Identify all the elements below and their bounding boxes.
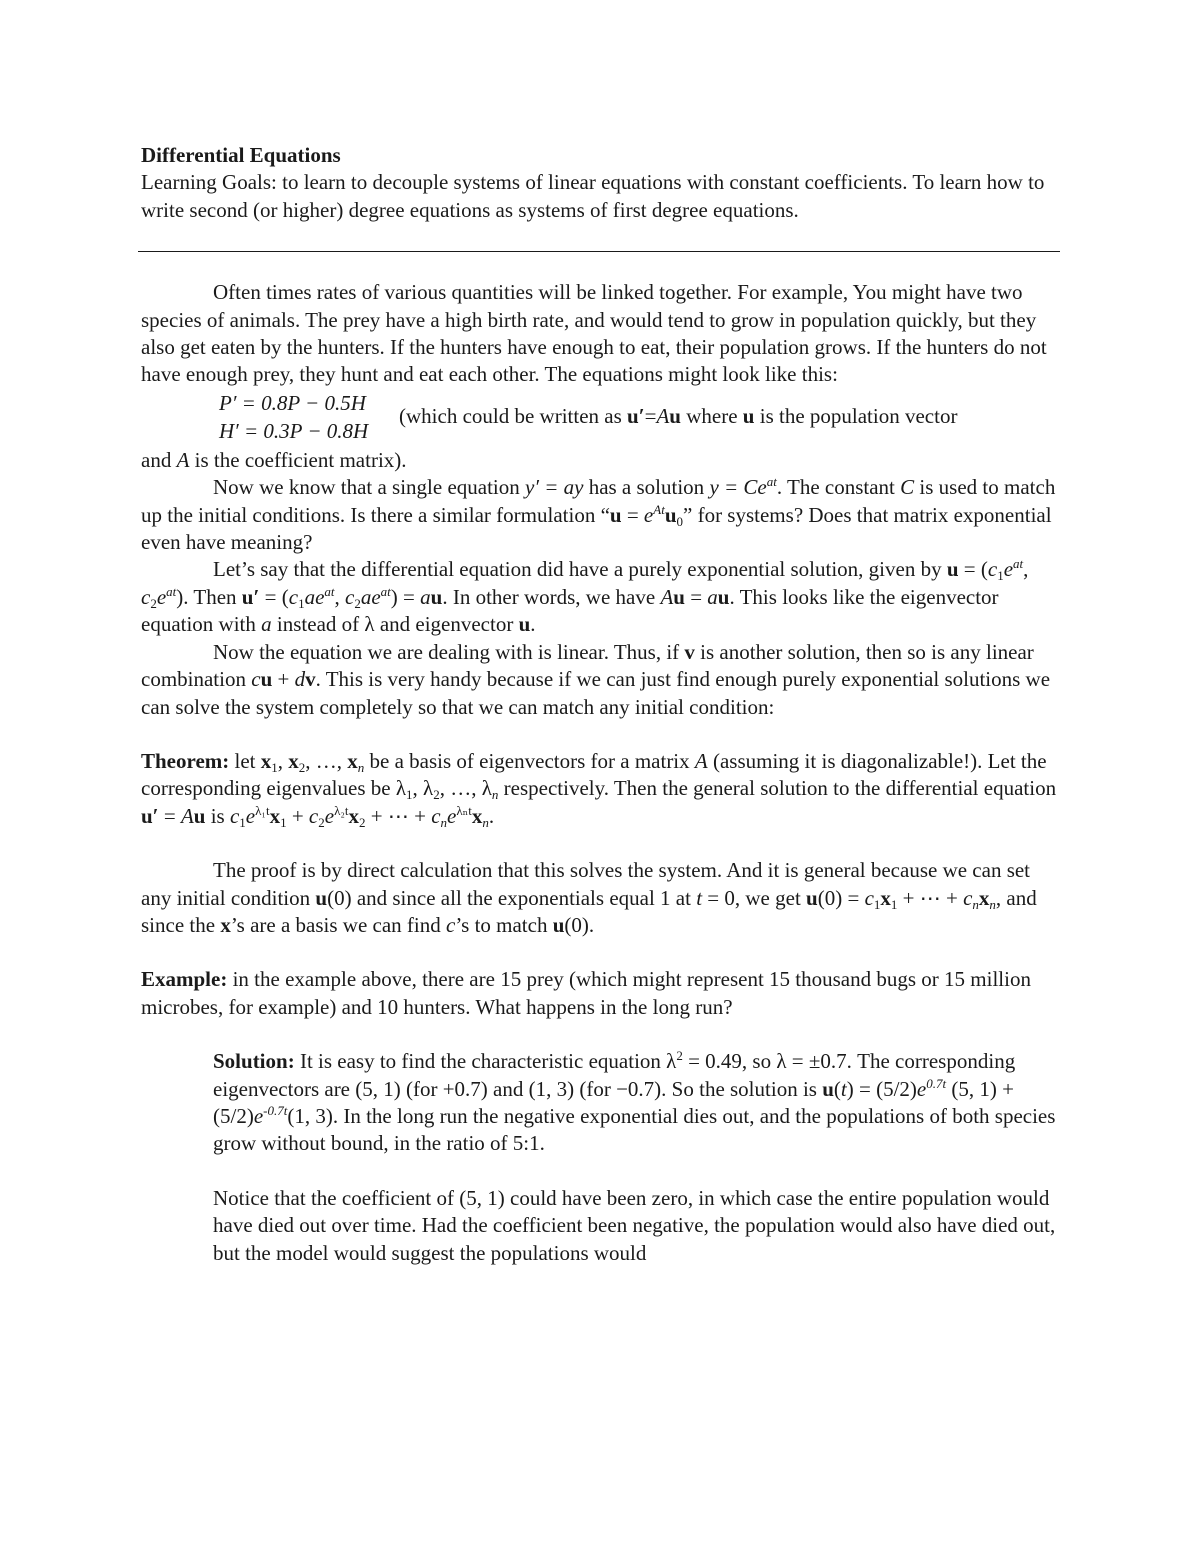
paragraph-exponential-solution: Let’s say that the differential equation did have a purely exponential solution, given by $u = (c_1e^{at}$, $c_2e^{at}$). Then $u' = (c_1ae^{at}$, $c_2ae^{at}$) = au. In other words, we have Au = au. This looks like the eigenvector equation with a instead of λ and eigenvector u. — [141, 556, 1029, 637]
theorem-paragraph: Theorem: let $x_1$, $x_2$, …, $x_n$ be a basis of eigenvectors for a matrix A (assuming it is diagonalizable!). Let the corresponding eigenvalues be $\lambda_1$, $\lambda_2$, …, $\lambda_n$ respectively. Then the general solution to the differential equation u′ = Au is $c_1e^{\lambda_1t}x_1 + c_2e^{\lambda_2t}x_2$ + ⋯ + $c_ne^{\lambda_nt}x_n$. — [141, 748, 1057, 830]
proof-paragraph: The proof is by direct calculation that this solves the system. And it is general because we can set any initial condition u(0) and since all the exponentials equal 1 at t = 0, we get $u(0) = c_1x_1$ + ⋯ + $c_nx_n$, and since the x’s are a basis we can find c’s to match u(0). — [141, 858, 1037, 937]
equation-hunters: H′ = 0.3P − 0.8H — [219, 418, 369, 443]
example-label: Example: — [141, 967, 228, 992]
intro-paragraph: Often times rates of various quantities will be linked together. For example, You might have two species of animals. The prey have a high birth rate, and would tend to grow in population quickly, but they also get eaten by the hunters. If the hunters have enough to eat, their population grows. If the hunters do not have enough prey, they hunt and eat each other. The equations might look like this: — [141, 280, 1047, 387]
spacer — [141, 721, 1061, 748]
page-title: Differential Equations — [141, 143, 341, 167]
coefficient-note: and A is the coefficient matrix). — [141, 447, 407, 472]
spacer — [141, 939, 1061, 966]
spacer — [141, 1021, 1061, 1048]
notice-paragraph: Notice that the coefficient of (5, 1) could have been zero, in which case the entire population would have died out over time. Had the coefficient been negative, the population would also have died out, but the model would suggest the populations would — [213, 1185, 1056, 1265]
page-content — [141, 142, 1061, 1267]
paragraph-single-equation: Now we know that a single equation y′ = ay has a solution $y = Ce^{at}$. The constant C is used to match up the initial conditions. Is there a similar formulation “$u = e^{At}u_0$” for systems? Does that matrix exponential even have meaning? — [141, 474, 1056, 555]
paragraph-linearity: Now the equation we are dealing with is linear. Thus, if v is another solution, then so is any linear combination cu + dv. This is very handy because if we can just find enough purely exponential solutions we can solve the system completely so that we can match any initial condition: — [141, 639, 1051, 719]
equation-prey: P′ = 0.8P − 0.5H — [219, 390, 366, 415]
divider-rule — [138, 251, 1060, 252]
general-solution-formula: $c_1e^{\lambda_1t}x_1 + c_2e^{\lambda_2t}x_2$ + ⋯ + $c_ne^{\lambda_nt}x_n$ — [229, 802, 489, 830]
equation-system — [213, 389, 1061, 447]
example-paragraph: Example: in the example above, there are 15 prey (which might represent 15 thousand bugs or 15 million microbes, for example) and 10 hunters. What happens in the long run? — [141, 967, 1031, 1019]
theorem-label: Theorem: — [141, 748, 230, 773]
equation-note: (which could be written as u′=Au where u is the population vector — [399, 403, 958, 428]
spacer — [141, 1158, 1061, 1185]
learning-goals: Learning Goals: to learn to decouple systems of linear equations with constant coefficients. To learn how to write second (or higher) degree equations as systems of first degree equations. — [141, 170, 1045, 222]
solution-paragraph: Solution: It is easy to find the characteristic equation $\lambda^2 = 0.49$, so λ = ±0.7. The corresponding eigenvectors are (5, 1) (for +0.7) and (1, 3) (for −0.7). So the solution is $u(t) = (5/2)e^{0.7t}$ (5, $1) + (5/2)e^{-0.7t}(1$, 3). In the long run the negative exponential dies out, and the populations of both species grow without bound, in the ratio of 5:1. — [213, 1048, 1056, 1156]
solution-label: Solution: — [213, 1049, 295, 1074]
spacer — [141, 830, 1061, 857]
